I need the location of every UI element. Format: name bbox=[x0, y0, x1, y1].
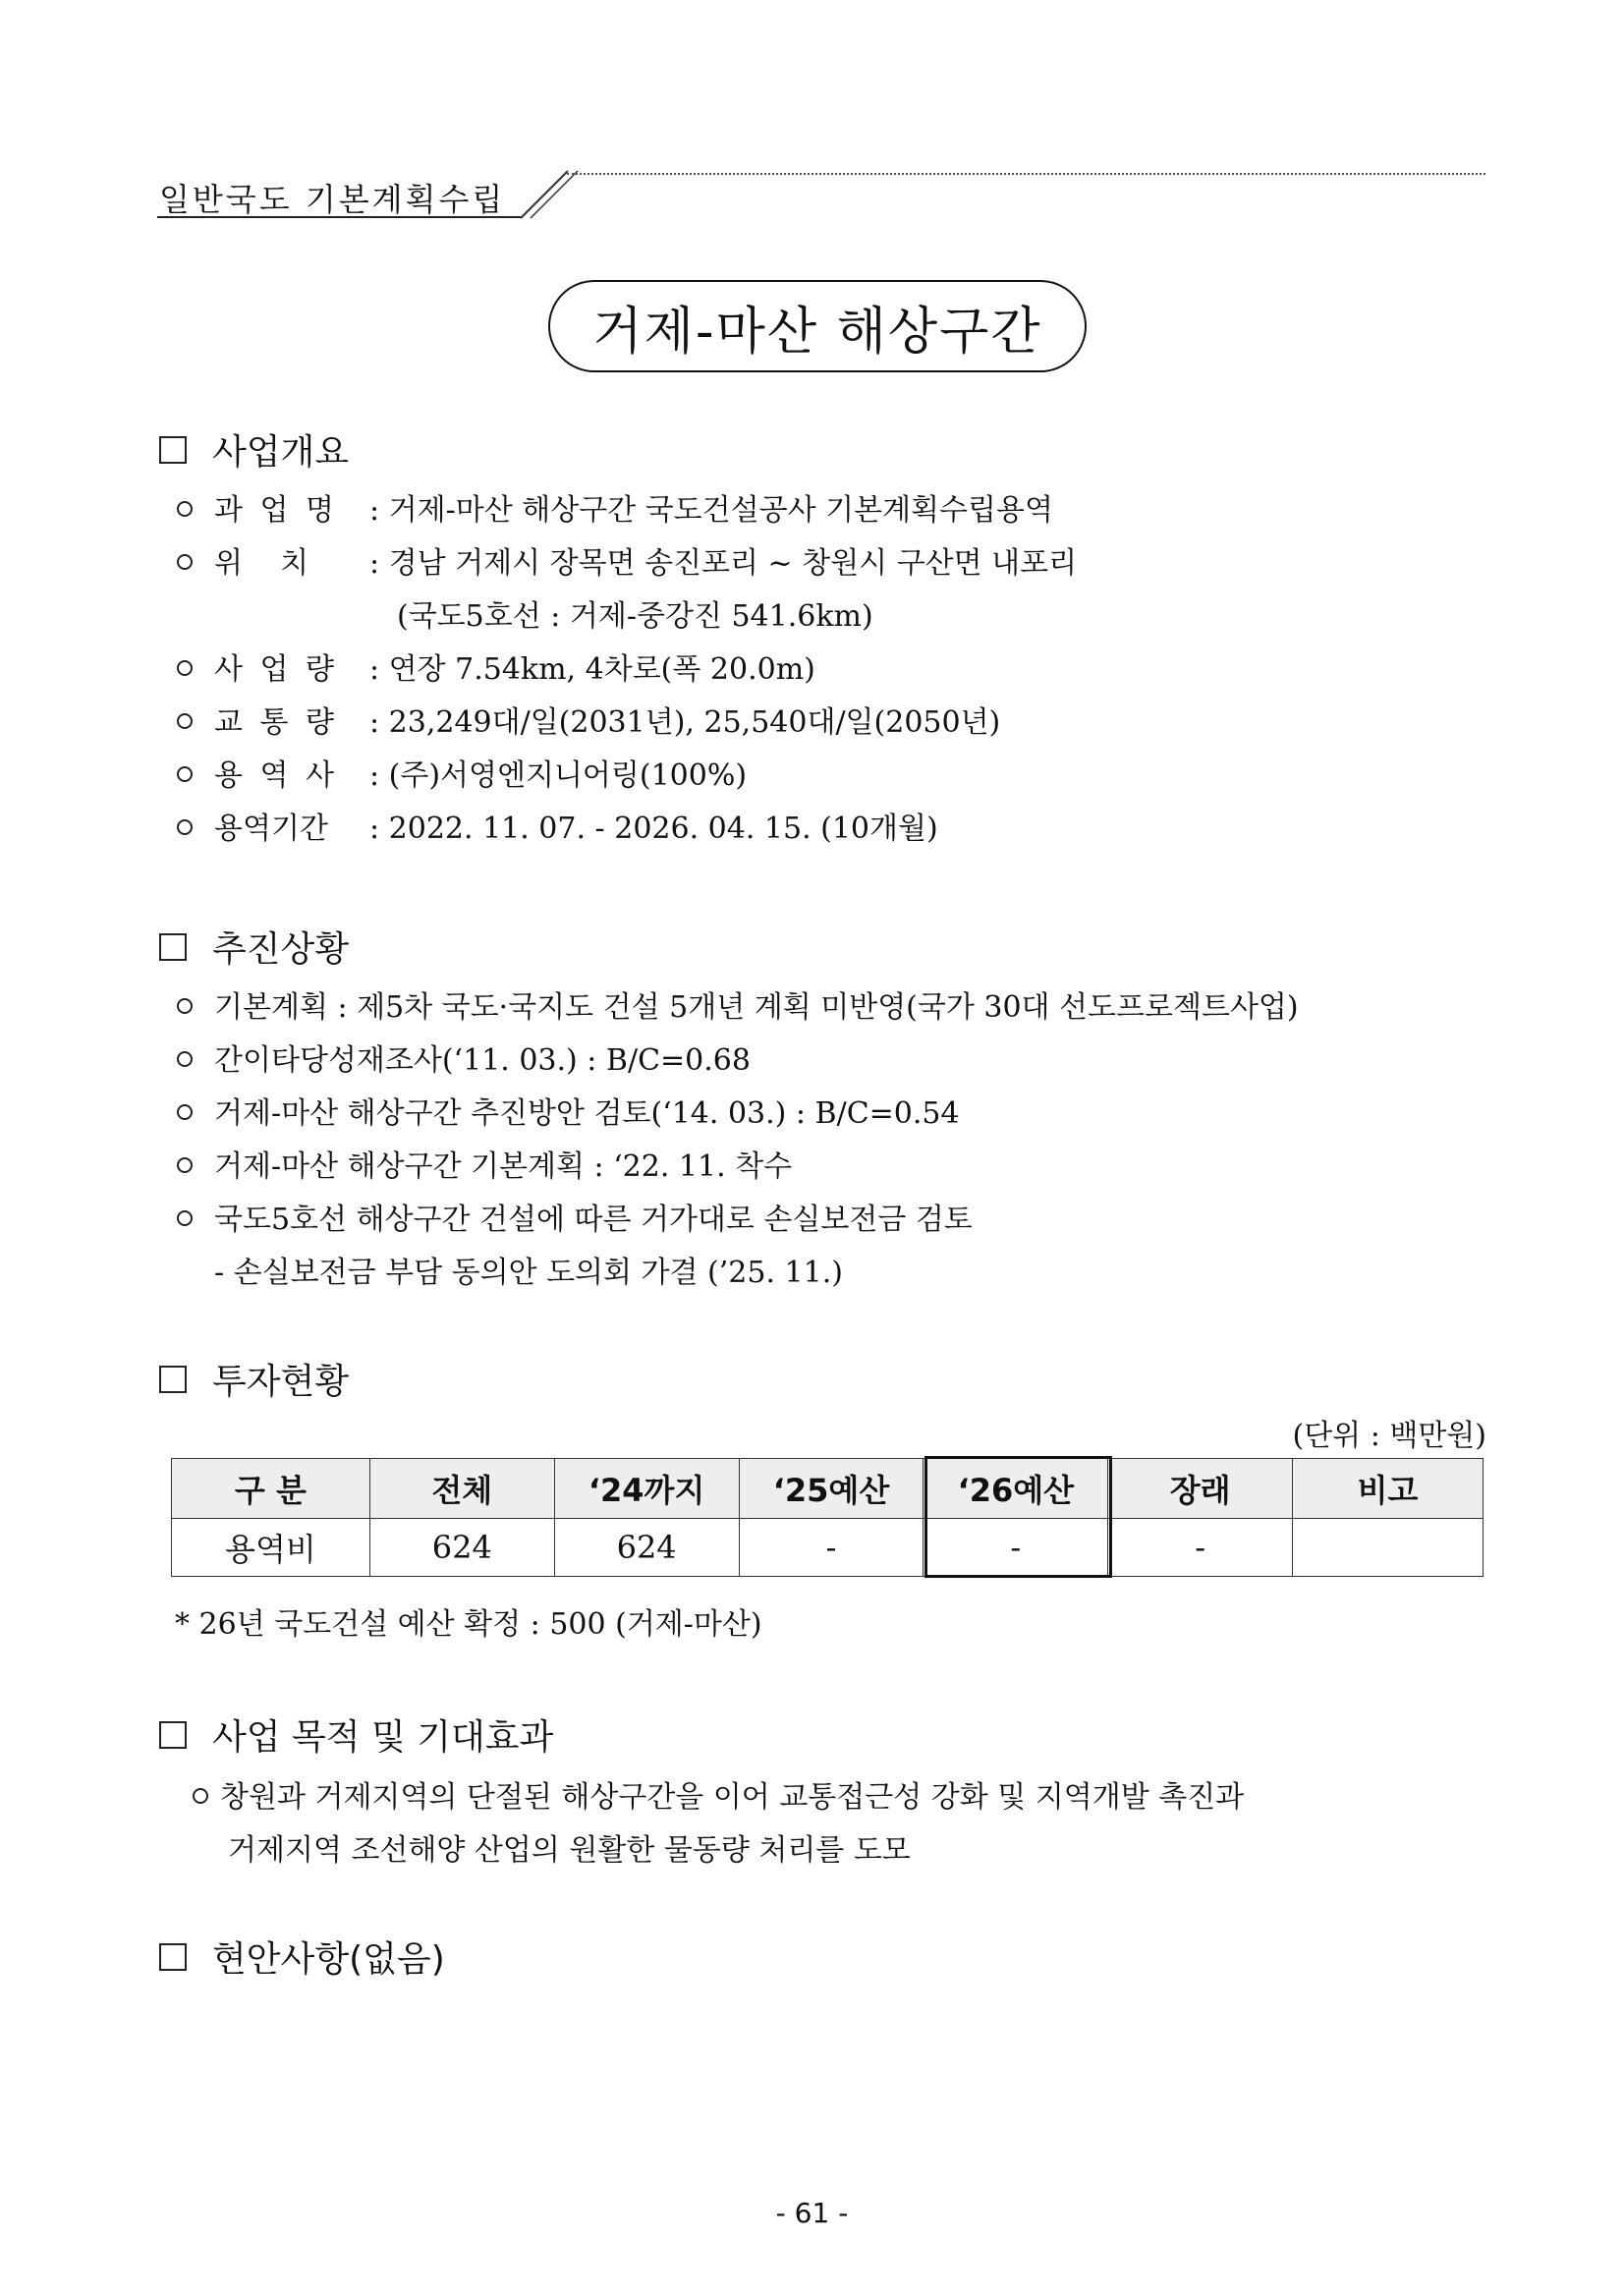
table-header-cell: 비고 bbox=[1293, 1459, 1484, 1519]
progress-item-text: 거제-마산 해상구간 추진방안 검토(‘14. 03.) : B/C=0.54 bbox=[214, 1096, 960, 1131]
square-bullet-icon bbox=[159, 436, 187, 464]
circle-bullet-icon bbox=[177, 501, 193, 517]
circle-bullet-icon bbox=[177, 660, 193, 676]
section-heading-investment bbox=[159, 1354, 349, 1404]
circle-bullet-icon bbox=[177, 998, 193, 1014]
purpose-line-2: 거제지역 조선해양 산업의 원활한 물동량 처리를 도모 bbox=[228, 1833, 911, 1868]
item-label: 용 역 사 bbox=[214, 758, 339, 793]
running-header-title: 일반국도 기본계획수립 bbox=[159, 181, 506, 218]
section-heading-text: 사업개요 bbox=[212, 432, 350, 473]
overview-item-quantity bbox=[177, 644, 815, 688]
item-value: : (주)서영엔지니어링(100%) bbox=[369, 758, 748, 793]
overview-item-traffic bbox=[177, 698, 1000, 741]
item-label: 위 치 bbox=[214, 546, 309, 581]
table-header-cell: 전체 bbox=[369, 1459, 554, 1519]
circle-bullet-icon bbox=[193, 1788, 208, 1804]
section-heading-text: 투자현황 bbox=[212, 1362, 350, 1402]
item-label: 사 업 량 bbox=[214, 652, 339, 687]
item-label: 용역기간 bbox=[214, 812, 328, 846]
overview-item-route bbox=[397, 591, 873, 635]
table-header-cell: ‘25예산 bbox=[739, 1459, 924, 1519]
table-row bbox=[172, 1519, 1484, 1577]
section-heading-text: 추진상황 bbox=[212, 929, 350, 970]
square-bullet-icon bbox=[159, 1366, 187, 1393]
progress-item bbox=[177, 1195, 973, 1238]
investment-table bbox=[171, 1458, 1484, 1577]
circle-bullet-icon bbox=[177, 819, 193, 835]
item-value: : 23,249대/일(2031년), 25,540대/일(2050년) bbox=[369, 705, 1001, 740]
header-dotted-rule bbox=[567, 173, 1485, 175]
table-cell: - bbox=[924, 1519, 1108, 1577]
circle-bullet-icon bbox=[177, 766, 193, 782]
budget-note: * 26년 국도건설 예산 확정 : 500 (거제-마산) bbox=[175, 1607, 762, 1642]
overview-item-contractor bbox=[177, 751, 747, 794]
circle-bullet-icon bbox=[177, 1210, 193, 1226]
table-cell: - bbox=[739, 1519, 924, 1577]
section-heading-progress bbox=[159, 922, 349, 972]
square-bullet-icon bbox=[159, 1721, 187, 1749]
item-value: : 경남 거제시 장목면 송진포리 ~ 창원시 구산면 내포리 bbox=[369, 546, 1078, 581]
table-cell: 624 bbox=[369, 1519, 554, 1577]
unit-label: (단위 : 백만원) bbox=[1292, 1419, 1486, 1453]
table-header-row bbox=[172, 1459, 1484, 1519]
circle-bullet-icon bbox=[177, 1157, 193, 1173]
page-title-text: 거제-마산 해상구간 bbox=[592, 302, 1042, 362]
progress-item-text: 기본계획 : 제5차 국도·국지도 건설 5개년 계획 미반영(국가 30대 선도프로젝트사업) bbox=[214, 990, 1299, 1025]
progress-item bbox=[177, 982, 1299, 1026]
circle-bullet-icon bbox=[177, 1051, 193, 1067]
item-value: (국도5호선 : 거제-중강진 541.6km) bbox=[397, 599, 873, 634]
overview-item-location bbox=[177, 538, 1077, 582]
progress-item-text: 거제-마산 해상구간 기본계획 : ‘22. 11. 착수 bbox=[214, 1149, 793, 1184]
table-header-cell: ‘24까지 bbox=[554, 1459, 739, 1519]
progress-item bbox=[177, 1036, 751, 1079]
section-heading-issues bbox=[159, 1932, 445, 1982]
section-heading-text: 현안사항(없음) bbox=[212, 1939, 445, 1980]
progress-item bbox=[177, 1089, 960, 1132]
progress-item-text: 간이타당성재조사(‘11. 03.) : B/C=0.68 bbox=[214, 1043, 751, 1078]
table-cell: - bbox=[1108, 1519, 1293, 1577]
page-title bbox=[548, 280, 1087, 372]
overview-item-name bbox=[177, 485, 1053, 529]
item-value: : 연장 7.54km, 4차로(폭 20.0m) bbox=[369, 652, 815, 687]
item-label: 교 통 량 bbox=[214, 705, 339, 740]
table-header-cell: ‘26예산 bbox=[924, 1459, 1108, 1519]
table-header-cell: 장래 bbox=[1108, 1459, 1293, 1519]
table-header-cell: 구 분 bbox=[172, 1459, 370, 1519]
progress-item-text: 국도5호선 해상구간 건설에 따른 거가대로 손실보전금 검토 bbox=[214, 1203, 973, 1237]
section-heading-overview bbox=[159, 424, 349, 475]
circle-bullet-icon bbox=[177, 1104, 193, 1120]
circle-bullet-icon bbox=[177, 713, 193, 729]
item-value: : 거제-마산 해상구간 국도건설공사 기본계획수립용역 bbox=[369, 493, 1053, 528]
item-label: 과 업 명 bbox=[214, 493, 339, 528]
table-cell bbox=[1293, 1519, 1484, 1577]
purpose-line-1 bbox=[193, 1772, 1244, 1816]
circle-bullet-icon bbox=[177, 554, 193, 570]
table-cell: 용역비 bbox=[172, 1519, 370, 1577]
purpose-text: 창원과 거제지역의 단절된 해상구간을 이어 교통접근성 강화 및 지역개발 촉진과 bbox=[220, 1780, 1245, 1815]
progress-item bbox=[177, 1142, 792, 1185]
table-cell: 624 bbox=[554, 1519, 739, 1577]
section-heading-purpose bbox=[159, 1709, 553, 1760]
item-value: : 2022. 11. 07. - 2026. 04. 15. (10개월) bbox=[369, 812, 938, 846]
square-bullet-icon bbox=[159, 1943, 187, 1971]
page-number: - 61 - bbox=[775, 2197, 849, 2229]
overview-item-period bbox=[177, 804, 938, 847]
progress-sub-item: - 손실보전금 부담 동의안 도의회 가결 (’25. 11.) bbox=[214, 1256, 843, 1290]
section-heading-text: 사업 목적 및 기대효과 bbox=[212, 1717, 554, 1758]
header-underline bbox=[157, 216, 521, 218]
header-slant-lines bbox=[519, 169, 588, 220]
square-bullet-icon bbox=[159, 933, 187, 961]
